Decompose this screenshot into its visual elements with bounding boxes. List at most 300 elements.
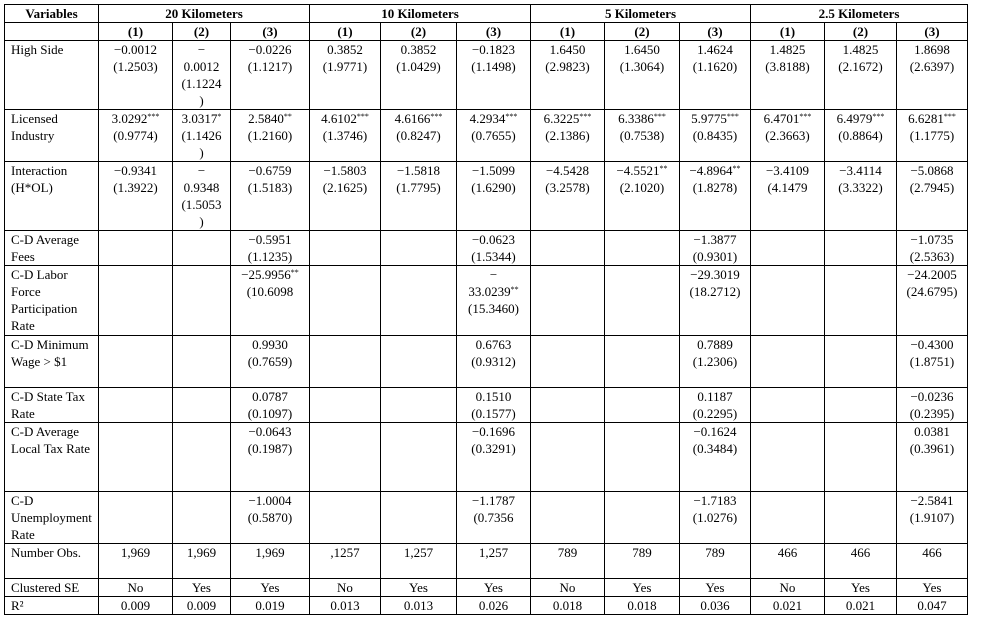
cell-line: (2.1386): [545, 128, 590, 143]
coefficient-value: −0.0236: [910, 389, 954, 404]
coefficient-value: 1,257: [478, 545, 509, 560]
value-cell: [310, 110, 381, 162]
variables-header: Variables: [5, 5, 99, 23]
coefficient-value: Yes: [705, 580, 725, 595]
cell-line: (0.7655): [471, 128, 516, 143]
value-cell: [531, 423, 605, 492]
significance-stars: ***: [147, 112, 160, 121]
coefficient-value: 0.0381: [914, 424, 950, 439]
cell-line: (1.1217): [247, 59, 293, 74]
value-cell: [680, 544, 751, 579]
model-header: (1): [99, 23, 173, 41]
coefficient-value: 1,969: [186, 545, 217, 560]
coefficient-value: 4.6102***: [321, 111, 369, 126]
table-row: [5, 492, 968, 544]
coefficient-value: −: [489, 267, 498, 282]
coefficient-value: −25.9956**: [241, 267, 299, 282]
cell-line: (2.1625): [322, 180, 368, 195]
value-cell: [310, 492, 381, 544]
value-cell: [751, 423, 825, 492]
value-cell: [457, 579, 531, 597]
coefficient-value: No: [127, 580, 144, 595]
cell-line: (1.3064): [619, 59, 665, 74]
cell-line: (1.9107): [909, 510, 955, 525]
value-cell: [99, 544, 173, 579]
value-cell: [173, 579, 231, 597]
value-cell: [825, 162, 897, 231]
model-header: (1): [310, 23, 381, 41]
group-header-row: [5, 5, 968, 23]
value-cell: [531, 492, 605, 544]
cell-line: (2.6397): [909, 59, 955, 74]
value-cell: [457, 336, 531, 388]
coefficient-value: 0.009: [186, 598, 217, 613]
cell-line: (0.1577): [471, 406, 516, 421]
value-cell: [310, 162, 381, 231]
value-cell: [231, 597, 310, 615]
value-cell: [531, 231, 605, 266]
value-cell: [751, 388, 825, 423]
coefficient-value: 0.009: [120, 598, 151, 613]
value-cell: [173, 423, 231, 492]
value-cell: [381, 579, 457, 597]
value-cell: [457, 41, 531, 110]
table-row: [5, 388, 968, 423]
coefficient-value: 0.013: [330, 598, 360, 613]
table-body: [5, 41, 968, 615]
coefficient-value: 789: [705, 545, 725, 560]
value-cell: [605, 110, 680, 162]
value-cell: [173, 597, 231, 615]
cell-line: (3.8188): [765, 59, 810, 74]
coefficient-value: 0.0787: [252, 389, 288, 404]
coefficient-value: 5.9775***: [691, 111, 739, 126]
coefficient-value: −0.1823: [471, 42, 516, 57]
cell-line: (1.1775): [909, 128, 955, 143]
coefficient-value: −0.6759: [248, 163, 292, 178]
value-cell: [381, 597, 457, 615]
value-cell: [531, 579, 605, 597]
significance-stars: ***: [872, 112, 885, 121]
value-cell: [897, 388, 968, 423]
value-cell: [99, 41, 173, 110]
cell-line: (1.0429): [396, 59, 441, 74]
cell-line: (15.3460): [468, 301, 519, 316]
cell-line: (1.1224: [181, 76, 222, 91]
cell-line: ): [199, 145, 204, 160]
value-cell: [173, 492, 231, 544]
cell-line: (2.5363): [909, 249, 955, 264]
value-cell: [531, 336, 605, 388]
coefficient-value: 0.1187: [697, 389, 733, 404]
cell-line: (1.9771): [322, 59, 368, 74]
value-cell: [605, 162, 680, 231]
coefficient-value: −4.5428: [545, 163, 590, 178]
coefficient-value: 0.7889: [697, 337, 733, 352]
table-row: [5, 231, 968, 266]
cell-line: (0.3291): [471, 441, 516, 456]
value-cell: [605, 544, 680, 579]
cell-line: (10.6098: [246, 284, 294, 299]
value-cell: [310, 336, 381, 388]
value-cell: [173, 110, 231, 162]
cell-line: (2.1020): [619, 180, 665, 195]
model-header: (1): [751, 23, 825, 41]
coefficient-value: 466: [922, 545, 942, 560]
group-header-2-5km: 2.5 Kilometers: [751, 5, 968, 23]
model-header: (2): [173, 23, 231, 41]
significance-stars: ***: [799, 112, 812, 121]
value-cell: [381, 492, 457, 544]
cell-line: (0.7659): [247, 354, 293, 369]
cell-line: 0.0012: [183, 59, 220, 74]
cell-line: (2.9823): [545, 59, 590, 74]
coefficient-value: Yes: [851, 580, 870, 595]
coefficient-value: 0.3852: [327, 42, 363, 57]
value-cell: [231, 110, 310, 162]
model-header: (2): [825, 23, 897, 41]
value-cell: [680, 231, 751, 266]
value-cell: [605, 597, 680, 615]
significance-stars: **: [283, 112, 292, 121]
cell-line: (1.6290): [471, 180, 516, 195]
value-cell: [231, 579, 310, 597]
value-cell: [381, 162, 457, 231]
cell-line: (1.0276): [692, 510, 738, 525]
coefficient-value: −0.0623: [471, 232, 516, 247]
coefficient-value: 0.6763: [475, 337, 512, 352]
value-cell: [751, 110, 825, 162]
value-cell: [457, 492, 531, 544]
value-cell: [231, 266, 310, 336]
significance-stars: **: [659, 164, 668, 173]
row-label: C-D Unemployment Rate: [5, 492, 99, 544]
coefficient-value: 0.019: [255, 598, 285, 613]
value-cell: [531, 266, 605, 336]
cell-line: (1.2160): [247, 128, 293, 143]
value-cell: [680, 579, 751, 597]
cell-line: (1.8278): [692, 180, 738, 195]
value-cell: [173, 231, 231, 266]
row-label: R²: [5, 597, 99, 615]
significance-stars: **: [510, 285, 519, 294]
cell-line: (0.1097): [247, 406, 293, 421]
significance-stars: **: [732, 164, 741, 173]
group-header-5km: 5 Kilometers: [531, 5, 751, 23]
value-cell: [231, 41, 310, 110]
significance-stars: ***: [505, 112, 518, 121]
table-row: [5, 266, 968, 336]
cell-line: (0.8247): [396, 128, 441, 143]
cell-line: (1.5344): [471, 249, 516, 264]
coefficient-value: 0.026: [478, 598, 509, 613]
value-cell: [605, 336, 680, 388]
value-cell: [310, 423, 381, 492]
coefficient-value: 0.018: [552, 598, 583, 613]
value-cell: [825, 336, 897, 388]
value-cell: [99, 579, 173, 597]
value-cell: [99, 231, 173, 266]
cell-line: (1.7795): [396, 180, 441, 195]
value-cell: [897, 544, 968, 579]
value-cell: [231, 388, 310, 423]
model-header: (3): [680, 23, 751, 41]
group-header-10km: 10 Kilometers: [310, 5, 531, 23]
cell-line: (1.3922): [113, 180, 158, 195]
model-header: (1): [531, 23, 605, 41]
value-cell: [897, 336, 968, 388]
significance-stars: ***: [430, 112, 443, 121]
coefficient-value: 2.5840**: [248, 111, 292, 126]
value-cell: [99, 336, 173, 388]
value-cell: [381, 266, 457, 336]
cell-line: (1.1426: [181, 128, 222, 143]
value-cell: [605, 579, 680, 597]
value-cell: [825, 266, 897, 336]
coefficient-value: Yes: [409, 580, 428, 595]
value-cell: [605, 492, 680, 544]
value-cell: [99, 423, 173, 492]
value-cell: [99, 597, 173, 615]
cell-line: (1.1620): [692, 59, 738, 74]
coefficient-value: −0.9341: [113, 163, 158, 178]
value-cell: [173, 162, 231, 231]
cell-line: 0.9348: [183, 180, 220, 195]
coefficient-value: −1.5803: [323, 163, 367, 178]
coefficient-value: −29.3019: [690, 267, 740, 282]
coefficient-value: −24.2005: [907, 267, 957, 282]
significance-stars: ***: [653, 112, 666, 121]
model-header: (2): [381, 23, 457, 41]
value-cell: [381, 544, 457, 579]
row-label: High Side: [5, 41, 99, 110]
model-header-row: [5, 23, 968, 41]
value-cell: [680, 492, 751, 544]
coefficient-value: −0.4300: [910, 337, 954, 352]
value-cell: [751, 336, 825, 388]
value-cell: [381, 231, 457, 266]
value-cell: [751, 266, 825, 336]
cell-line: (0.9774): [113, 128, 158, 143]
value-cell: [680, 162, 751, 231]
value-cell: [173, 41, 231, 110]
coefficient-value: 3.0292***: [111, 111, 160, 126]
value-cell: [310, 579, 381, 597]
value-cell: [310, 41, 381, 110]
table-row: [5, 110, 968, 162]
value-cell: [457, 423, 531, 492]
coefficient-value: 0.013: [403, 598, 434, 613]
table-row: [5, 336, 968, 388]
cell-line: (0.3484): [692, 441, 738, 456]
cell-line: (2.1672): [838, 59, 883, 74]
coefficient-value: 0.3852: [400, 42, 437, 57]
value-cell: [231, 492, 310, 544]
significance-stars: ***: [356, 112, 369, 121]
coefficient-value: 4.6166***: [394, 111, 443, 126]
value-cell: [531, 162, 605, 231]
cell-line: (0.7356: [473, 510, 514, 525]
coefficient-value: 0.018: [627, 598, 657, 613]
row-label: Clustered SE: [5, 579, 99, 597]
value-cell: [825, 423, 897, 492]
significance-stars: *: [217, 112, 222, 121]
coefficient-value: −: [197, 42, 206, 57]
value-cell: [531, 110, 605, 162]
value-cell: [825, 492, 897, 544]
cell-line: (3.2578): [545, 180, 590, 195]
coefficient-value: −1.7183: [693, 493, 737, 508]
cell-line: (1.8751): [909, 354, 955, 369]
cell-line: (0.1987): [247, 441, 293, 456]
coefficient-value: 1.8698: [914, 42, 950, 57]
coefficient-value: 0.036: [700, 598, 730, 613]
coefficient-value: 0.021: [772, 598, 803, 613]
value-cell: [825, 597, 897, 615]
coefficient-value: Yes: [192, 580, 211, 595]
value-cell: [231, 336, 310, 388]
coefficient-value: −0.0226: [248, 42, 292, 57]
coefficient-value: −0.0643: [248, 424, 292, 439]
value-cell: [173, 266, 231, 336]
coefficient-value: 1,257: [403, 545, 434, 560]
coefficient-value: −2.5841: [910, 493, 954, 508]
value-cell: [680, 597, 751, 615]
coefficient-value: −0.1696: [471, 424, 516, 439]
value-cell: [897, 110, 968, 162]
value-cell: [231, 162, 310, 231]
value-cell: [381, 110, 457, 162]
value-cell: [897, 231, 968, 266]
coefficient-value: 0.9930: [252, 337, 288, 352]
model-header: (3): [897, 23, 968, 41]
value-cell: [605, 388, 680, 423]
value-cell: [825, 41, 897, 110]
coefficient-value: −0.0012: [113, 42, 158, 57]
value-cell: [531, 544, 605, 579]
coefficient-value: 0.047: [917, 598, 947, 613]
value-cell: [897, 423, 968, 492]
coefficient-value: −4.8964**: [689, 163, 741, 178]
coefficient-value: 1.4624: [697, 42, 733, 57]
coefficient-value: 6.3386***: [618, 111, 666, 126]
coefficient-value: 466: [850, 545, 871, 560]
coefficient-value: 1.6450: [624, 42, 660, 57]
table-row: [5, 597, 968, 615]
cell-line: (1.1235): [247, 249, 293, 264]
coefficient-value: 6.6281***: [908, 111, 956, 126]
coefficient-value: Yes: [484, 580, 503, 595]
coefficient-value: No: [559, 580, 576, 595]
value-cell: [231, 231, 310, 266]
cell-line: (1.1498): [471, 59, 516, 74]
coefficient-value: −4.5521**: [616, 163, 668, 178]
value-cell: [680, 423, 751, 492]
value-cell: [751, 544, 825, 579]
value-cell: [310, 266, 381, 336]
coefficient-value: 6.3225***: [543, 111, 592, 126]
coefficient-value: 1.4825: [842, 42, 879, 57]
coefficient-value: −1.3877: [693, 232, 737, 247]
value-cell: [457, 231, 531, 266]
model-header: (3): [457, 23, 531, 41]
cell-line: (0.2295): [692, 406, 738, 421]
value-cell: [381, 388, 457, 423]
row-label: Number Obs.: [5, 544, 99, 579]
value-cell: [680, 266, 751, 336]
coefficient-value: 0.1510: [475, 389, 512, 404]
value-cell: [457, 388, 531, 423]
cell-line: (4.1479: [767, 180, 808, 195]
table-row: [5, 41, 968, 110]
cell-line: (0.3961): [909, 441, 955, 456]
value-cell: [825, 388, 897, 423]
value-cell: [531, 597, 605, 615]
table-row: [5, 162, 968, 231]
row-label: C-D Average Local Tax Rate: [5, 423, 99, 492]
coefficient-value: −0.1624: [693, 424, 737, 439]
cell-line: (2.7945): [909, 180, 955, 195]
value-cell: [680, 336, 751, 388]
row-label: Interaction (H*OL): [5, 162, 99, 231]
value-cell: [825, 579, 897, 597]
value-cell: [310, 597, 381, 615]
value-cell: [173, 336, 231, 388]
value-cell: [173, 388, 231, 423]
cell-line: (0.2395): [909, 406, 955, 421]
cell-line: (1.2503): [113, 59, 158, 74]
cell-line: (1.5053: [181, 197, 222, 212]
coefficient-value: −1.5818: [396, 163, 441, 178]
cell-line: 33.0239**: [468, 284, 519, 299]
row-label: C-D Minimum Wage > $1: [5, 336, 99, 388]
value-cell: [457, 597, 531, 615]
coefficient-value: −1.0004: [248, 493, 292, 508]
value-cell: [310, 544, 381, 579]
coefficient-value: 466: [777, 545, 798, 560]
coefficient-value: −1.1787: [471, 493, 516, 508]
coefficient-value: 789: [557, 545, 578, 560]
coefficient-value: 1,969: [120, 545, 151, 560]
row-label: C-D Average Fees: [5, 231, 99, 266]
coefficient-value: −: [197, 163, 206, 178]
value-cell: [751, 41, 825, 110]
row-label: C-D State Tax Rate: [5, 388, 99, 423]
value-cell: [751, 231, 825, 266]
value-cell: [751, 492, 825, 544]
cell-line: (1.3746): [322, 128, 368, 143]
coefficient-value: 1.6450: [549, 42, 586, 57]
cell-line: (0.7538): [619, 128, 665, 143]
coefficient-value: 6.4979***: [836, 111, 885, 126]
value-cell: [99, 266, 173, 336]
coefficient-value: Yes: [632, 580, 652, 595]
coefficient-value: 4.2934***: [469, 111, 518, 126]
value-cell: [381, 423, 457, 492]
coefficient-value: Yes: [260, 580, 280, 595]
cell-line: (0.8864): [838, 128, 883, 143]
cell-line: (1.5183): [247, 180, 293, 195]
value-cell: [751, 162, 825, 231]
coefficient-value: −3.4109: [765, 163, 810, 178]
significance-stars: ***: [943, 112, 956, 121]
coefficient-value: −5.0868: [910, 163, 954, 178]
value-cell: [99, 162, 173, 231]
coefficient-value: −0.5951: [248, 232, 292, 247]
value-cell: [605, 231, 680, 266]
value-cell: [751, 597, 825, 615]
value-cell: [680, 41, 751, 110]
